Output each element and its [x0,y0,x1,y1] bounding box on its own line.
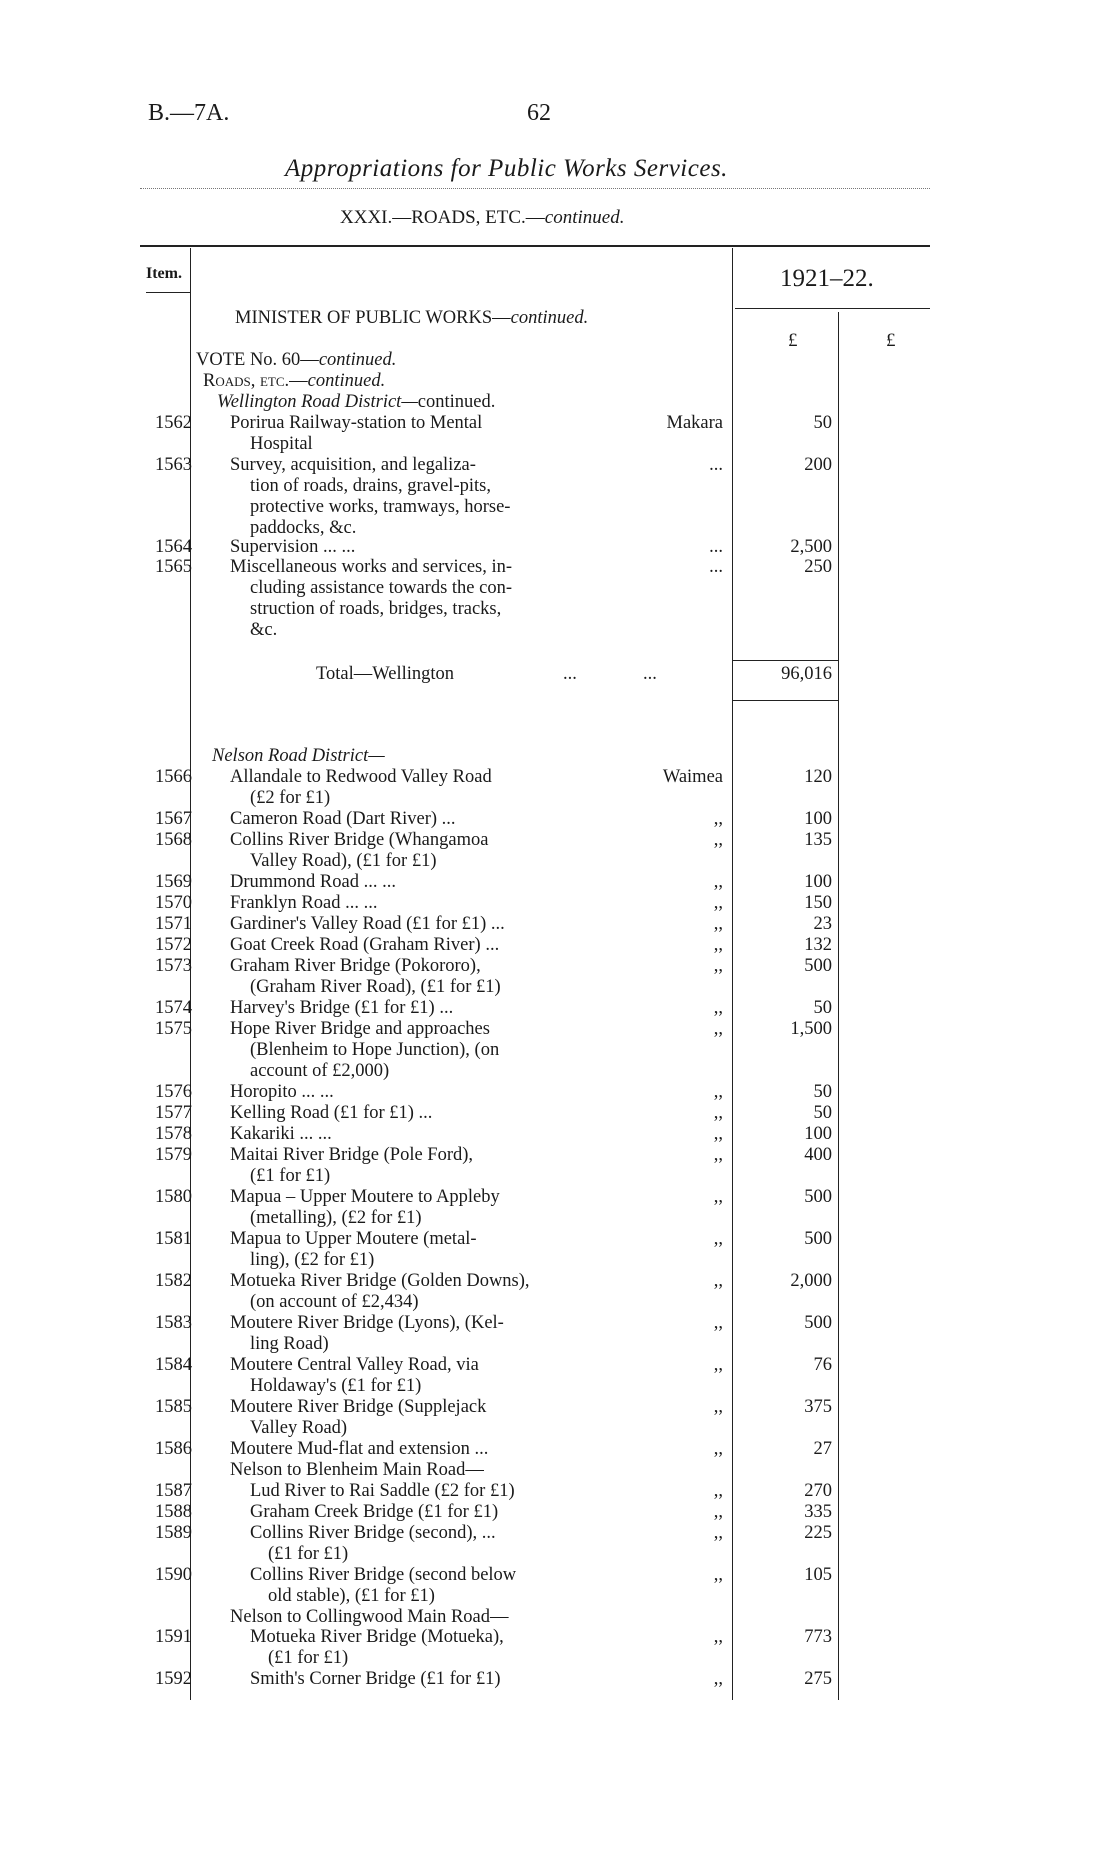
amount: 50 [813,413,832,433]
amount: 275 [804,1669,832,1689]
item-number: 1567 [155,809,192,829]
item-description-line: Nelson to Blenheim Main Road— [230,1460,484,1480]
item-number: 1579 [155,1145,192,1165]
item-number: 1565 [155,557,192,577]
electoral-district: ,, [713,1187,723,1207]
electoral-district: ... [709,537,723,557]
electoral-district: ,, [713,1502,723,1522]
roads-continued: continued. [307,371,386,391]
currency-symbol: £ [788,330,798,351]
item-number: 1573 [155,956,192,976]
electoral-district: ,, [713,1627,723,1647]
item-description-line: Collins River Bridge (Whangamoa [230,830,489,850]
electoral-district: ,, [713,872,723,892]
total-bottom-rule [732,700,838,701]
wellington-district-text: Wellington Road District— [217,392,418,412]
item-number: 1571 [155,914,192,934]
table-top-rule [140,245,930,247]
amount: 50 [813,1082,832,1102]
item-description-line: Graham Creek Bridge (£1 for £1) [250,1502,499,1522]
item-number: 1588 [155,1502,192,1522]
total-top-rule [732,660,838,661]
amount: 50 [813,1103,832,1123]
amount: 500 [804,1229,832,1249]
electoral-district: ,, [713,1481,723,1501]
item-description-line: &c. [250,620,278,640]
amount: 773 [804,1627,832,1647]
item-description-line: (on account of £2,434) [250,1292,419,1312]
item-number: 1589 [155,1523,192,1543]
electoral-district: ,, [713,830,723,850]
wellington-total-dots: ... [563,664,577,684]
item-number: 1574 [155,998,192,1018]
vote-heading [196,350,396,371]
item-description-line: (£1 for £1) [268,1648,349,1668]
amount: 500 [804,1187,832,1207]
item-description-line: Allandale to Redwood Valley Road [230,767,492,787]
item-description-line: Cameron Road (Dart River) ... [230,809,456,829]
item-number: 1583 [155,1313,192,1333]
item-description-line: tion of roads, drains, gravel-pits, [250,476,491,496]
minister-heading [235,308,588,329]
item-number: 1575 [155,1019,192,1039]
item-description-line: ling Road) [250,1334,329,1354]
amount: 150 [804,893,832,913]
item-number: 1586 [155,1439,192,1459]
item-number: 1582 [155,1271,192,1291]
item-description-line: Gardiner's Valley Road (£1 for £1) ... [230,914,505,934]
electoral-district: ,, [713,1565,723,1585]
year-rule [735,308,930,309]
vote-continued: continued. [318,350,397,370]
amount: 50 [813,998,832,1018]
item-number: 1580 [155,1187,192,1207]
item-description-line: Porirua Railway-station to Mental [230,413,483,433]
amount: 375 [804,1397,832,1417]
item-number: 1592 [155,1669,192,1689]
item-description-line: Valley Road) [250,1418,348,1438]
wellington-total-dots: ... [643,664,657,684]
item-description-line: Mapua to Upper Moutere (metal- [230,1229,477,1249]
item-number: 1585 [155,1397,192,1417]
item-description-line: Maitai River Bridge (Pole Ford), [230,1145,474,1165]
item-description-line: protective works, tramways, horse- [250,497,511,517]
item-description-line: Smith's Corner Bridge (£1 for £1) [250,1669,501,1689]
item-description-line: Harvey's Bridge (£1 for £1) ... [230,998,454,1018]
electoral-district: Waimea [662,767,723,787]
item-number: 1562 [155,413,192,433]
electoral-district: ,, [713,935,723,955]
amount: 27 [813,1439,832,1459]
electoral-district: ,, [713,956,723,976]
electoral-district: ,, [713,998,723,1018]
electoral-district: ... [709,557,723,577]
item-description-line: Motueka River Bridge (Motueka), [250,1627,504,1647]
electoral-district: ,, [713,1355,723,1375]
item-description-line: Kakariki ... ... [230,1124,332,1144]
minister-text: MINISTER OF PUBLIC WORKS— [235,308,511,328]
electoral-district: ,, [713,1124,723,1144]
amount: 105 [804,1565,832,1585]
item-number: 1581 [155,1229,192,1249]
electoral-district: ,, [713,1145,723,1165]
item-description-line: Hope River Bridge and approaches [230,1019,490,1039]
amount: 400 [804,1145,832,1165]
title-rule [140,188,930,189]
amount: 225 [804,1523,832,1543]
item-number: 1590 [155,1565,192,1585]
electoral-district: ,, [713,809,723,829]
wellington-total-amount: 96,016 [781,664,832,684]
item-description-line: Nelson to Collingwood Main Road— [230,1607,509,1627]
item-description-line: account of £2,000) [250,1061,390,1081]
electoral-district: ,, [713,914,723,934]
amount: 500 [804,1313,832,1333]
electoral-district: ,, [713,1313,723,1333]
electoral-district: ... [709,455,723,475]
item-description-line: Mapua – Upper Moutere to Appleby [230,1187,500,1207]
item-number: 1563 [155,455,192,475]
item-description-line: Motueka River Bridge (Golden Downs), [230,1271,530,1291]
amount: 23 [813,914,832,934]
electoral-district: ,, [713,1669,723,1689]
item-number: 1568 [155,830,192,850]
electoral-district: ,, [713,1019,723,1039]
roads-text: Roads, etc.— [203,371,308,391]
item-number: 1584 [155,1355,192,1375]
item-number: 1576 [155,1082,192,1102]
vote-text: VOTE No. 60— [196,350,319,370]
item-description-line: Miscellaneous works and services, in- [230,557,513,577]
roads-heading [203,371,385,392]
amount-column-left [732,248,733,1700]
item-description-line: Horopito ... ... [230,1082,334,1102]
document-reference: B.—7A. [148,100,230,126]
electoral-district: Makara [666,413,723,433]
section-text: XXXI.—ROADS, ETC.— [340,207,545,228]
item-number: 1566 [155,767,192,787]
amount: 100 [804,1124,832,1144]
item-description-line: cluding assistance towards the con- [250,578,513,598]
item-description-line: (metalling), (£2 for £1) [250,1208,422,1228]
amount: 120 [804,767,832,787]
item-description-line: (Blenheim to Hope Junction), (on [250,1040,500,1060]
amount: 335 [804,1502,832,1522]
item-description-line: (Graham River Road), (£1 for £1) [250,977,501,997]
item-number: 1591 [155,1627,192,1647]
item-description-line: old stable), (£1 for £1) [268,1586,435,1606]
wellington-district-heading [217,392,495,413]
item-description-line: Moutere Mud-flat and extension ... [230,1439,489,1459]
currency-symbol: £ [886,330,896,351]
item-description-line: Kelling Road (£1 for £1) ... [230,1103,433,1123]
electoral-district: ,, [713,1082,723,1102]
item-column-header: Item. [146,265,182,282]
item-description-line: ling), (£2 for £1) [250,1250,375,1270]
electoral-district: ,, [713,893,723,913]
item-description-line: Drummond Road ... ... [230,872,396,892]
nelson-district-heading: Nelson Road District— [212,746,385,766]
item-description-line: Valley Road), (£1 for £1) [250,851,437,871]
section-continued: continued. [544,207,625,228]
minister-continued: continued. [510,308,589,328]
item-description-line: Franklyn Road ... ... [230,893,378,913]
item-description-line: (£2 for £1) [250,788,331,808]
wellington-district-continued: continued. [417,392,496,412]
electoral-district: ,, [713,1229,723,1249]
item-number: 1569 [155,872,192,892]
electoral-district: ,, [713,1439,723,1459]
item-description-line: Moutere Central Valley Road, via [230,1355,479,1375]
item-description-line: (£1 for £1) [268,1544,349,1564]
item-description-line: Graham River Bridge (Pokororo), [230,956,481,976]
item-description-line: Collins River Bridge (second below [250,1565,517,1585]
item-description-line: Holdaway's (£1 for £1) [250,1376,422,1396]
amount: 100 [804,872,832,892]
item-description-line: paddocks, &c. [250,518,357,538]
item-description-line: Moutere River Bridge (Lyons), (Kel- [230,1313,504,1333]
item-description-line: Moutere River Bridge (Supplejack [230,1397,487,1417]
amount-column-right [838,312,839,1700]
electoral-district: ,, [713,1397,723,1417]
electoral-district: ,, [713,1271,723,1291]
wellington-total-label: Total—Wellington [316,664,455,684]
item-description-line: Hospital [250,434,313,454]
item-number: 1587 [155,1481,192,1501]
item-description-line: Lud River to Rai Saddle (£2 for £1) [250,1481,515,1501]
amount: 135 [804,830,832,850]
item-number: 1570 [155,893,192,913]
amount: 2,000 [790,1271,832,1291]
amount: 2,500 [790,537,832,557]
electoral-district: ,, [713,1523,723,1543]
item-description-line: Collins River Bridge (second), ... [250,1523,496,1543]
year-header: 1921–22. [780,265,874,292]
amount: 100 [804,809,832,829]
page-number: 62 [527,100,551,126]
amount: 1,500 [790,1019,832,1039]
item-header-rule [146,292,190,293]
page-title: Appropriations for Public Works Services. [285,155,728,182]
item-number: 1578 [155,1124,192,1144]
electoral-district: ,, [713,1103,723,1123]
amount: 200 [804,455,832,475]
item-description-line: Survey, acquisition, and legaliza- [230,455,476,475]
item-description-line: (£1 for £1) [250,1166,331,1186]
item-number: 1564 [155,537,192,557]
item-description-line: Goat Creek Road (Graham River) ... [230,935,500,955]
item-description-line: struction of roads, bridges, tracks, [250,599,502,619]
amount: 270 [804,1481,832,1501]
amount: 500 [804,956,832,976]
amount: 250 [804,557,832,577]
item-number: 1577 [155,1103,192,1123]
amount: 132 [804,935,832,955]
item-description-line: Supervision ... ... [230,537,356,557]
item-number: 1572 [155,935,192,955]
section-heading [340,207,624,229]
amount: 76 [813,1355,832,1375]
